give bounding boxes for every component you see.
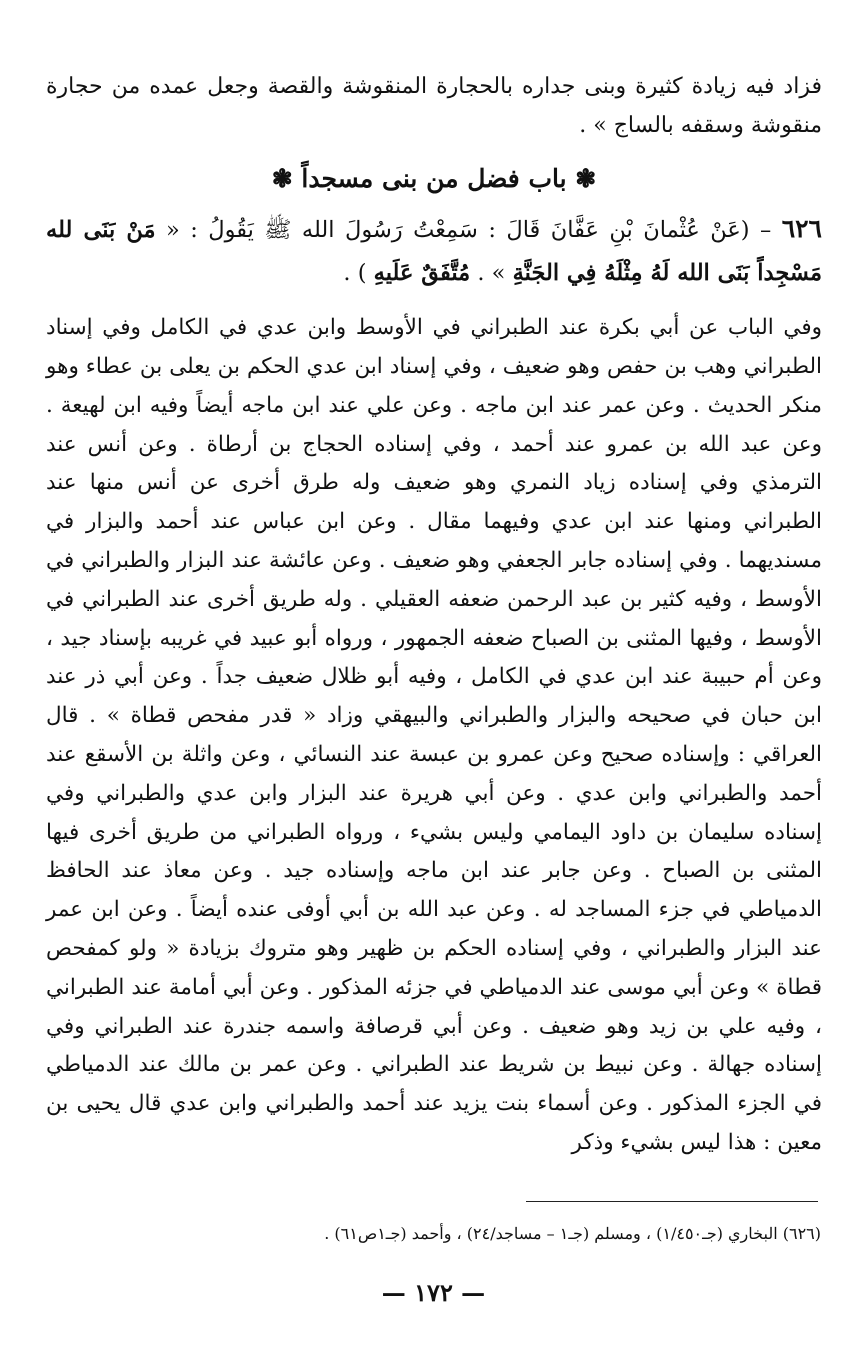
hadith-626: [46, 207, 822, 295]
hadith-grading: مُتَّفَقٌ عَلَيهِ: [373, 260, 471, 287]
hadith-matn: مَنْ بَنَى لله مَسْجِداً بَنَى الله لَهُ مِثْلَهُ فِي الجَنَّةِ: [46, 217, 822, 287]
hadith-number: ٦٢٦: [781, 214, 822, 244]
commentary-paragraph: وفي الباب عن أبي بكرة عند الطبراني في الأوسط وابن عدي في الكامل وفي إسناد الطبراني وهب بن حفص وهو ضعيف ، وفي إسناد ابن عدي الحكم بن يعلى بن عطاء وهو منكر الحديث . وعن عمر عند ابن ماجه . وعن علي عند ابن ماجه أيضاً وفيه ابن لهيعة . وعن عبد الله بن عمرو عند أحمد ، وفي إسناده الحجاج بن أرطاة . وعن أنس عند الترمذي وفي إسناده زياد النمري وهو ضعيف وله طرق أخرى عن أنس منها عند الطبراني ومنها عند ابن عدي وفيهما مقال . وعن ابن عباس عند أحمد والبزار في مسنديهما . وفي إسناده جابر الجعفي وهو ضعيف . وعن عائشة عند البزار والطبراني في الأوسط ، وفيه كثير بن عبد الرحمن ضعفه العقيلي . وله طريق أخرى عند الطبراني في الأوسط ، وفيها المثنى بن الصباح ضعفه الجمهور ، ورواه أبو عبيد في غريبه بإسناد جيد ، وعن أم حبيبة عند ابن عدي في الكامل ، وفيه أبو ظلال ضعيف جداً . وعن أبي ذر عند ابن حبان في صحيحه والبزار والطبراني والبيهقي وزاد « قدر مفحص قطاة » . قال العراقي : وإسناده صحيح وعن عمرو بن عبسة عند النسائي ، وعن واثلة بن الأسقع عند أحمد والطبراني وابن عدي . وعن أبي هريرة عند البزار وابن عدي والطبراني وفي إسناده سليمان بن داود اليمامي وليس بشيء ، ورواه الطبراني من طريق أخرى فيها المثنى بن الصباح . وعن جابر عند ابن ماجه وإسناده جيد . وعن معاذ عند الحافظ الدمياطي في جزء المساجد له . وعن عبد الله بن أبي أوفى عنده أيضاً . وعن ابن عمر عند البزار والطبراني ، وفي إسناده الحكم بن ظهير وهو متروك بزيادة « ولو كمفحص قطاة » وعن أبي موسى عند الدمياطي في جزئه المذكور . وعن أبي أمامة عند الطبراني ، وفيه علي بن زيد وهو ضعيف . وعن أبي قرصافة واسمه جندرة عند الطبراني وفي إسناده جهالة . وعن نبيط بن شريط عند الطبراني . وعن عمر بن مالك عند الدمياطي في الجزء المذكور . وعن أسماء بنت يزيد عند أحمد والطبراني وابن عدي قال يحيى بن معين : هذا ليس بشيء وذكر: [46, 315, 822, 1155]
continuation-paragraph: فزاد فيه زيادة كثيرة وبنى جداره بالحجارة المنقوشة والقصة وجعل عمده من حجارة منقوشة وسقفه بالساج » .: [46, 74, 822, 138]
hadith-intro: – (عَنْ عُثْمانَ بْنِ عَفَّانَ قَالَ : سَمِعْتُ رَسُولَ الله ﷺ يَقُولُ : «: [155, 217, 782, 244]
footnote-divider: [526, 1201, 818, 1202]
page-number: — ١٧٢ —: [381, 1278, 486, 1307]
page-content: [46, 68, 822, 1163]
hadith-close: ) .: [343, 260, 374, 287]
footnote: (٦٢٦) البخاري (جـ١/٤٥٠) ، ومسلم (جـ١ – مساجد/٢٤) ، وأحمد (جـ١ص٦١) .: [324, 1224, 821, 1243]
chapter-title: ❃ باب فضل من بنى مسجداً ❃: [271, 164, 597, 194]
hadith-outro: » .: [470, 260, 513, 287]
